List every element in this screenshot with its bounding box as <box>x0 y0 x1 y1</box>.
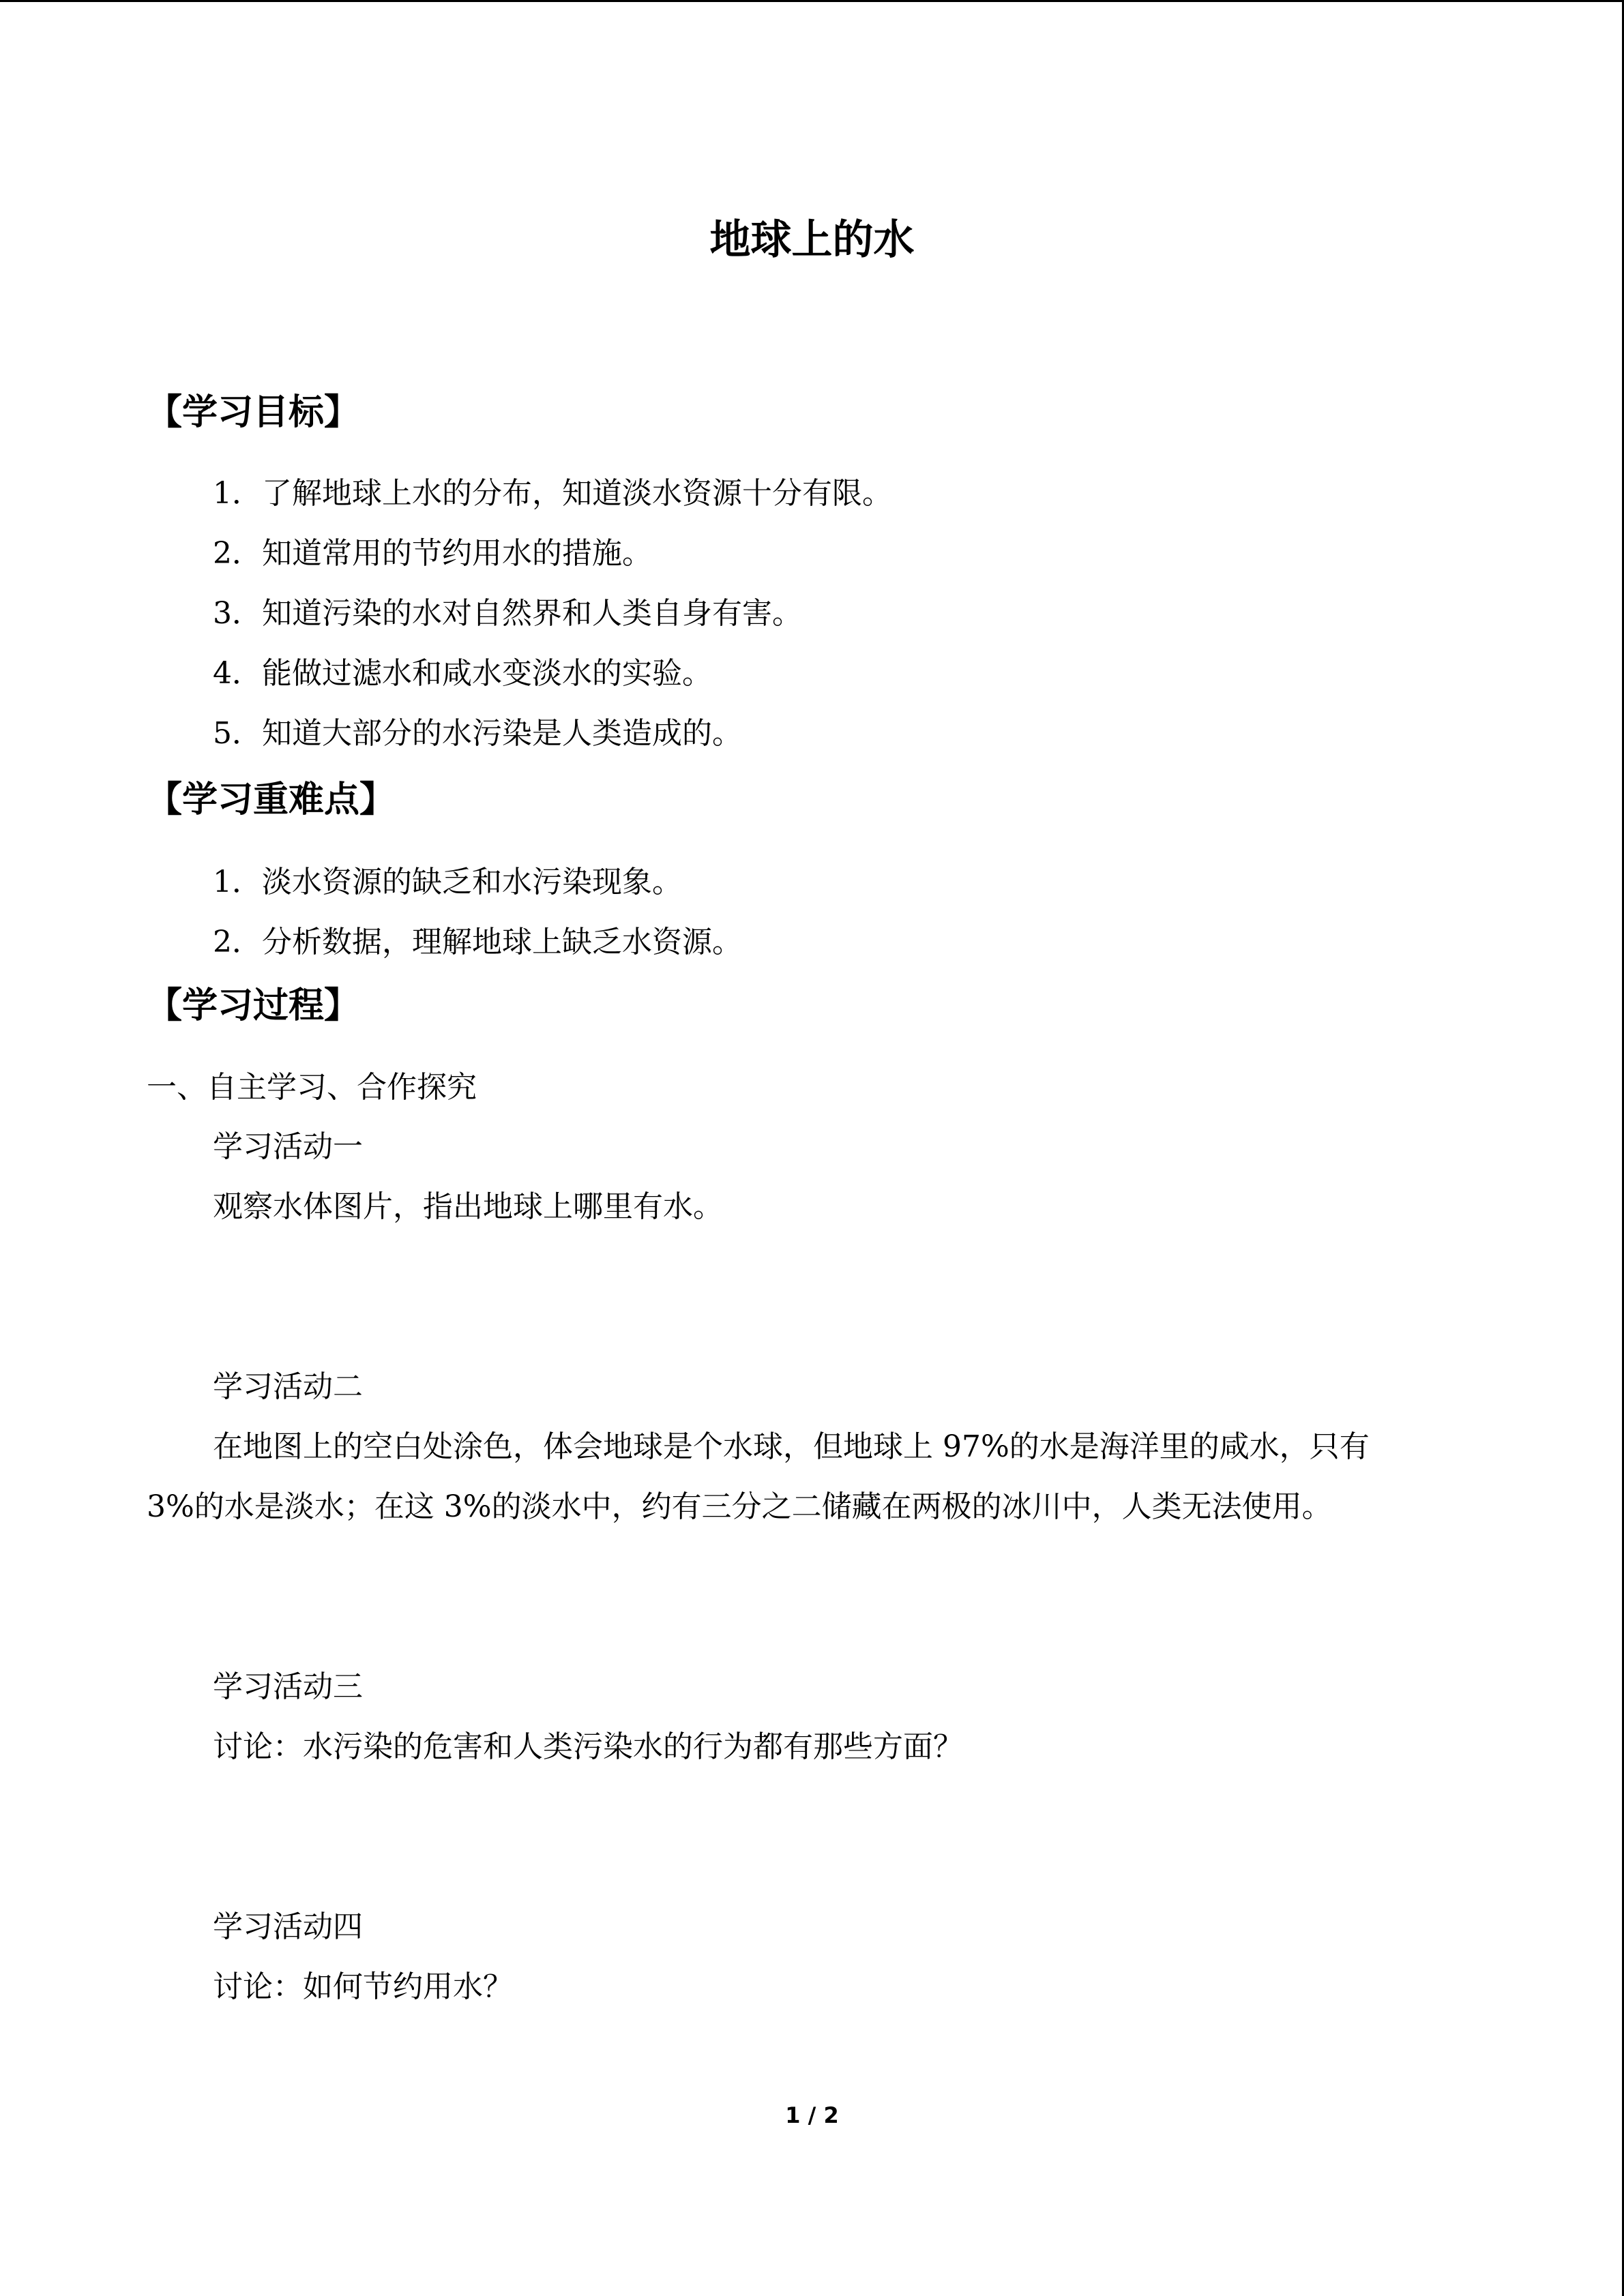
activity-title: 学习活动一 <box>213 1129 363 1164</box>
document-title: 地球上的水 <box>709 216 915 264</box>
activity-text: 在地图上的空白处涂色，体会地球是个水球，但地球上 97%的水是海洋里的咸水，只有 <box>213 1429 1370 1464</box>
objective-item: 5．知道大部分的水污染是人类造成的。 <box>213 716 742 751</box>
activity-title: 学习活动四 <box>213 1909 363 1944</box>
objective-item: 4．能做过滤水和咸水变淡水的实验。 <box>213 656 712 691</box>
activity-title: 学习活动三 <box>213 1669 363 1704</box>
key-points-heading: 【学习重难点】 <box>147 779 396 820</box>
activity-text: 观察水体图片，指出地球上哪里有水。 <box>213 1189 723 1224</box>
part-one-heading: 一、自主学习、合作探究 <box>147 1070 477 1105</box>
objective-item: 1．了解地球上水的分布，知道淡水资源十分有限。 <box>213 476 892 511</box>
objective-item: 3．知道污染的水对自然界和人类自身有害。 <box>213 596 802 631</box>
objective-item: 2．知道常用的节约用水的措施。 <box>213 536 652 571</box>
objectives-heading: 【学习目标】 <box>147 392 360 433</box>
key-point-item: 2．分析数据，理解地球上缺乏水资源。 <box>213 925 742 959</box>
key-point-item: 1．淡水资源的缺乏和水污染现象。 <box>213 865 682 899</box>
page-number: 1 / 2 <box>785 2102 839 2128</box>
activity-text: 3%的水是淡水；在这 3%的淡水中，约有三分之二储藏在两极的冰川中，人类无法使用。 <box>147 1489 1332 1524</box>
activity-text: 讨论：如何节约用水？ <box>213 1969 513 2004</box>
activity-title: 学习活动二 <box>213 1369 363 1404</box>
process-heading: 【学习过程】 <box>147 985 360 1026</box>
page-border-top <box>0 0 1624 2</box>
activity-text: 讨论：水污染的危害和人类污染水的行为都有那些方面？ <box>213 1729 963 1764</box>
